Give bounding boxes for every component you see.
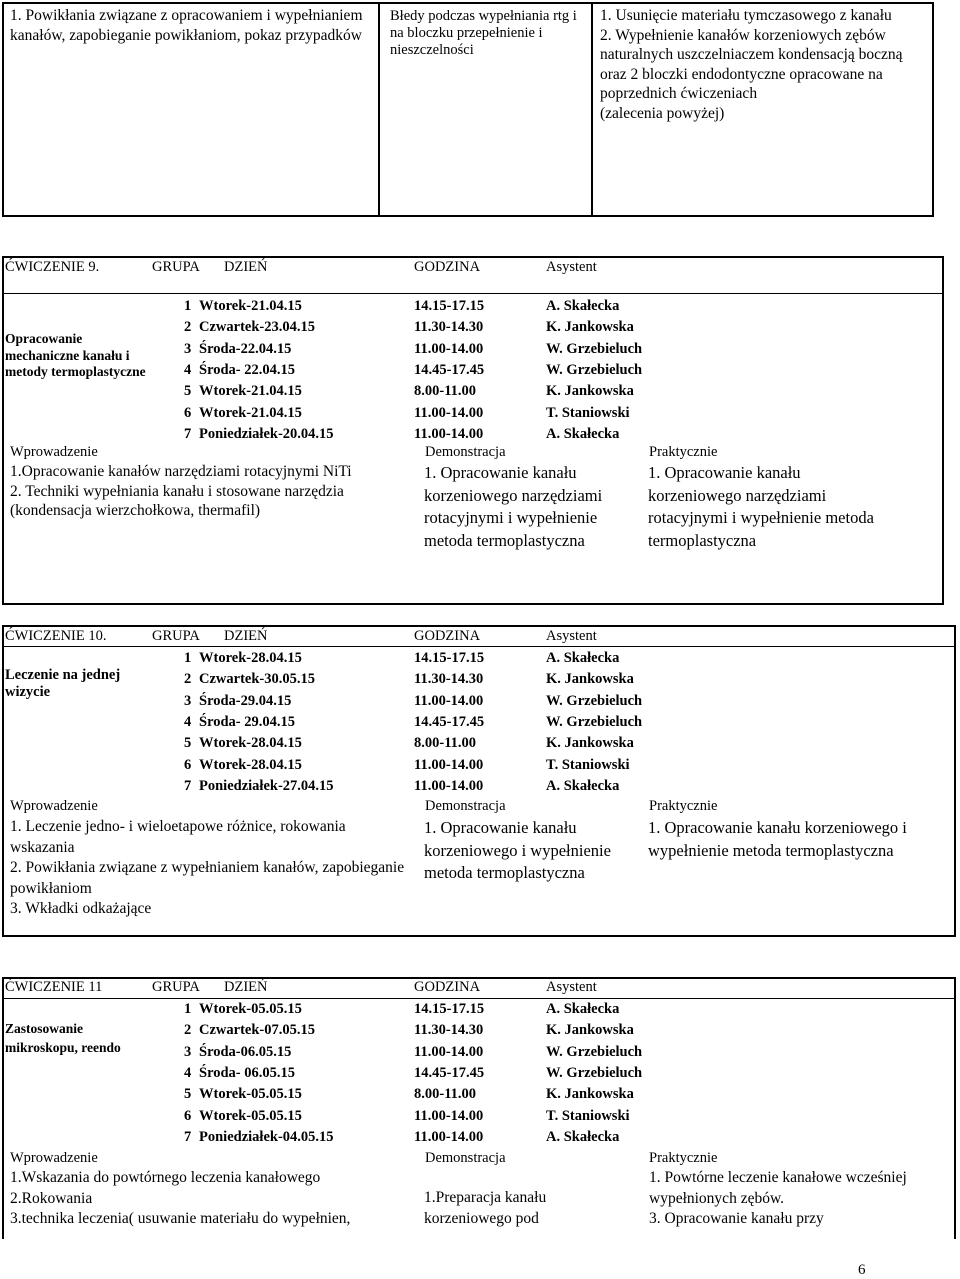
- time-range: 11.00-14.00: [414, 692, 484, 709]
- exercise-10-wprowadzenie: Wprowadzenie: [10, 798, 98, 814]
- assistant-name: W. Grzebieluch: [546, 1043, 643, 1060]
- time-range: 8.00-11.00: [414, 1086, 477, 1103]
- exercise-11-intro: 1.Wskazania do powtórnego leczenia kanałowego 2.Rokowania 3.technika leczenia( usuwanie materiału do wypełnien,: [10, 1169, 351, 1227]
- time-range: 8.00-11.00: [414, 735, 477, 752]
- group-number: 3: [184, 340, 192, 357]
- exercise-10-praktycznie: Praktycznie: [649, 798, 718, 814]
- exercise-10-demo: 1. Opracowanie kanału korzeniowego i wypełnienie metoda termoplastyczna: [424, 818, 611, 882]
- group-number: 4: [184, 713, 192, 730]
- assistant-name: K. Jankowska: [546, 671, 634, 688]
- time-range: 11.00-14.00: [414, 340, 484, 357]
- top-table-divider: [378, 2, 380, 217]
- exercise-11-godzina: GODZINA: [414, 979, 481, 995]
- assistant-name: W. Grzebieluch: [546, 713, 643, 730]
- assistant-name: W. Grzebieluch: [546, 692, 643, 709]
- top-cell-1: 1. Powikłania związane z opracowaniem i wypełnianiem kanałów, zapobieganie powikłaniom, pokaz przypadków: [10, 7, 363, 44]
- day-date: Czwartek-23.04.15: [199, 319, 315, 336]
- exercise-10-grupa: GRUPA: [152, 628, 200, 644]
- exercise-9-praktycznie: Praktycznie: [649, 444, 718, 460]
- day-date: Wtorek-28.04.15: [199, 756, 302, 773]
- exercise-11-wprowadzenie: Wprowadzenie: [10, 1150, 98, 1166]
- exercise-10-title: ĆWICZENIE 10.: [5, 628, 107, 644]
- day-date: Środa- 06.05.15: [199, 1064, 296, 1081]
- time-range: 14.15-17.15: [414, 650, 485, 666]
- day-date: Wtorek-21.04.15: [199, 383, 302, 400]
- time-range: 11.00-14.00: [414, 756, 484, 773]
- exercise-9-intro: 1.Opracowanie kanałów narzędziami rotacyjnymi NiTi 2. Techniki wypełniania kanału i stosowane narzędzia (kondensacja wierzchołkowa, thermafil): [10, 463, 352, 519]
- exercise-11-praktycznie: Praktycznie: [649, 1150, 718, 1166]
- day-date: Czwartek-30.05.15: [199, 671, 315, 688]
- day-date: Środa-06.05.15: [199, 1043, 292, 1060]
- exercise-10-dzien: DZIEŃ: [224, 628, 268, 644]
- group-number: 3: [184, 1043, 192, 1060]
- group-number: 1: [184, 298, 192, 314]
- page-number: 6: [858, 1262, 866, 1278]
- exercise-9-demo: 1. Opracowanie kanału korzeniowego narzędziami rotacyjnymi i wypełnienie metoda termoplastyczna: [424, 463, 603, 550]
- day-date: Wtorek-28.04.15: [199, 650, 302, 666]
- assistant-name: A. Skałecka: [546, 1001, 620, 1017]
- assistant-name: T. Staniowski: [546, 756, 630, 773]
- assistant-name: A. Skałecka: [546, 425, 620, 442]
- time-range: 11.30-14.30: [414, 1022, 484, 1039]
- assistant-name: T. Staniowski: [546, 404, 630, 421]
- assistant-name: K. Jankowska: [546, 735, 634, 752]
- time-range: 11.00-14.00: [414, 425, 484, 442]
- time-range: 11.00-14.00: [414, 1128, 484, 1145]
- time-range: 14.45-17.45: [414, 361, 485, 378]
- assistant-name: A. Skałecka: [546, 777, 620, 794]
- assistant-name: K. Jankowska: [546, 1086, 634, 1103]
- exercise-11-demo: 1.Preparacja kanału korzeniowego pod: [424, 1189, 547, 1227]
- group-number: 4: [184, 1064, 192, 1081]
- day-date: Środa-22.04.15: [199, 340, 292, 357]
- group-number: 1: [184, 1001, 192, 1017]
- day-date: Wtorek-28.04.15: [199, 735, 302, 752]
- time-range: 14.15-17.15: [414, 1001, 485, 1017]
- day-date: Poniedziałek-20.04.15: [199, 425, 334, 442]
- exercise-9-practice: 1. Opracowanie kanału korzeniowego narzędziami rotacyjnymi i wypełnienie metoda termoplastyczna: [648, 463, 874, 550]
- time-range: 14.45-17.45: [414, 1064, 485, 1081]
- time-range: 14.15-17.15: [414, 298, 485, 314]
- assistant-name: K. Jankowska: [546, 1022, 634, 1039]
- time-range: 11.00-14.00: [414, 1043, 484, 1060]
- group-number: 2: [184, 671, 192, 688]
- exercise-10-godzina: GODZINA: [414, 628, 481, 644]
- day-date: Wtorek-21.04.15: [199, 298, 302, 314]
- assistant-name: A. Skałecka: [546, 650, 620, 666]
- time-range: 11.00-14.00: [414, 1107, 484, 1124]
- exercise-10-asystent: Asystent: [546, 628, 597, 644]
- exercise-11-asystent: Asystent: [546, 979, 597, 995]
- group-number: 2: [184, 1022, 192, 1039]
- exercise-11-dzien: DZIEŃ: [224, 979, 268, 995]
- exercise-11-demonstracja: Demonstracja: [425, 1150, 506, 1166]
- exercise-9-wprowadzenie: Wprowadzenie: [10, 444, 98, 460]
- assistant-name: A. Skałecka: [546, 298, 620, 314]
- exercise-9-title: ĆWICZENIE 9.: [5, 259, 100, 275]
- group-number: 7: [184, 777, 192, 794]
- day-date: Wtorek-05.05.15: [199, 1001, 302, 1017]
- day-date: Czwartek-07.05.15: [199, 1022, 315, 1039]
- time-range: 8.00-11.00: [414, 383, 477, 400]
- day-date: Środa-29.04.15: [199, 692, 292, 709]
- group-number: 6: [184, 1107, 192, 1124]
- top-table-divider: [591, 2, 593, 217]
- time-range: 11.30-14.30: [414, 671, 484, 688]
- assistant-name: W. Grzebieluch: [546, 340, 643, 357]
- top-cell-3: 1. Usunięcie materiału tymczasowego z kanału 2. Wypełnienie kanałów korzeniowych zębów naturalnych uszczelniaczem kondensacją boczną oraz 2 bloczki endodontyczne opracowane na poprzednich ćwiczeniach (zalecenia powyżej): [600, 7, 903, 122]
- time-range: 11.00-14.00: [414, 777, 484, 794]
- exercise-9-asystent: Asystent: [546, 259, 597, 275]
- assistant-name: T. Staniowski: [546, 1107, 630, 1124]
- assistant-name: W. Grzebieluch: [546, 1064, 643, 1081]
- group-number: 5: [184, 383, 192, 400]
- time-range: 11.00-14.00: [414, 404, 484, 421]
- day-date: Poniedziałek-04.05.15: [199, 1128, 334, 1145]
- exercise-11-title: ĆWICZENIE 11: [5, 979, 103, 995]
- exercise-10-practice: 1. Opracowanie kanału korzeniowego i wypełnienie metoda termoplastyczna: [648, 818, 907, 860]
- exercise-11-topic: Zastosowanie mikroskopu, reendo: [5, 1021, 121, 1055]
- group-number: 2: [184, 319, 192, 336]
- group-number: 6: [184, 756, 192, 773]
- assistant-name: A. Skałecka: [546, 1128, 620, 1145]
- exercise-11-practice: 1. Powtórne leczenie kanałowe wcześniej wypełnionych zębów. 3. Opracowanie kanału przy: [649, 1169, 907, 1227]
- time-range: 14.45-17.45: [414, 713, 485, 730]
- exercise-10-demonstracja: Demonstracja: [425, 798, 506, 814]
- exercise-9-godzina: GODZINA: [414, 259, 481, 275]
- exercise-10-intro: 1. Leczenie jedno- i wieloetapowe różnice, rokowania wskazania 2. Powikłania związane z wypełnianiem kanałów, zapobieganie powikłaniom 3. Wkładki odkażające: [10, 818, 405, 917]
- day-date: Środa- 22.04.15: [199, 361, 296, 378]
- exercise-11-grupa: GRUPA: [152, 979, 200, 995]
- time-range: 11.30-14.30: [414, 319, 484, 336]
- day-date: Wtorek-21.04.15: [199, 404, 302, 421]
- exercise-9-dzien: DZIEŃ: [224, 259, 268, 275]
- day-date: Wtorek-05.05.15: [199, 1107, 302, 1124]
- day-date: Poniedziałek-27.04.15: [199, 777, 334, 794]
- group-number: 7: [184, 425, 192, 442]
- day-date: Środa- 29.04.15: [199, 713, 296, 730]
- group-number: 1: [184, 650, 192, 666]
- group-number: 6: [184, 404, 192, 421]
- group-number: 5: [184, 735, 192, 752]
- day-date: Wtorek-05.05.15: [199, 1086, 302, 1103]
- assistant-name: K. Jankowska: [546, 383, 634, 400]
- top-cell-2: Błedy podczas wypełniania rtg i na bloczku przepełnienie i nieszczelności: [390, 8, 577, 58]
- exercise-10-topic: Leczenie na jednej wizycie: [5, 667, 121, 700]
- exercise-9-demonstracja: Demonstracja: [425, 444, 506, 460]
- exercise-9-grupa: GRUPA: [152, 259, 200, 275]
- assistant-name: K. Jankowska: [546, 319, 634, 336]
- group-number: 4: [184, 361, 192, 378]
- group-number: 3: [184, 692, 192, 709]
- assistant-name: W. Grzebieluch: [546, 361, 643, 378]
- exercise-9-topic: Opracowanie mechaniczne kanału i metody termoplastyczne: [5, 331, 146, 379]
- exercise-10-header-line: [2, 646, 956, 647]
- group-number: 7: [184, 1128, 192, 1145]
- exercise-9-header-line: [2, 293, 944, 294]
- group-number: 5: [184, 1086, 192, 1103]
